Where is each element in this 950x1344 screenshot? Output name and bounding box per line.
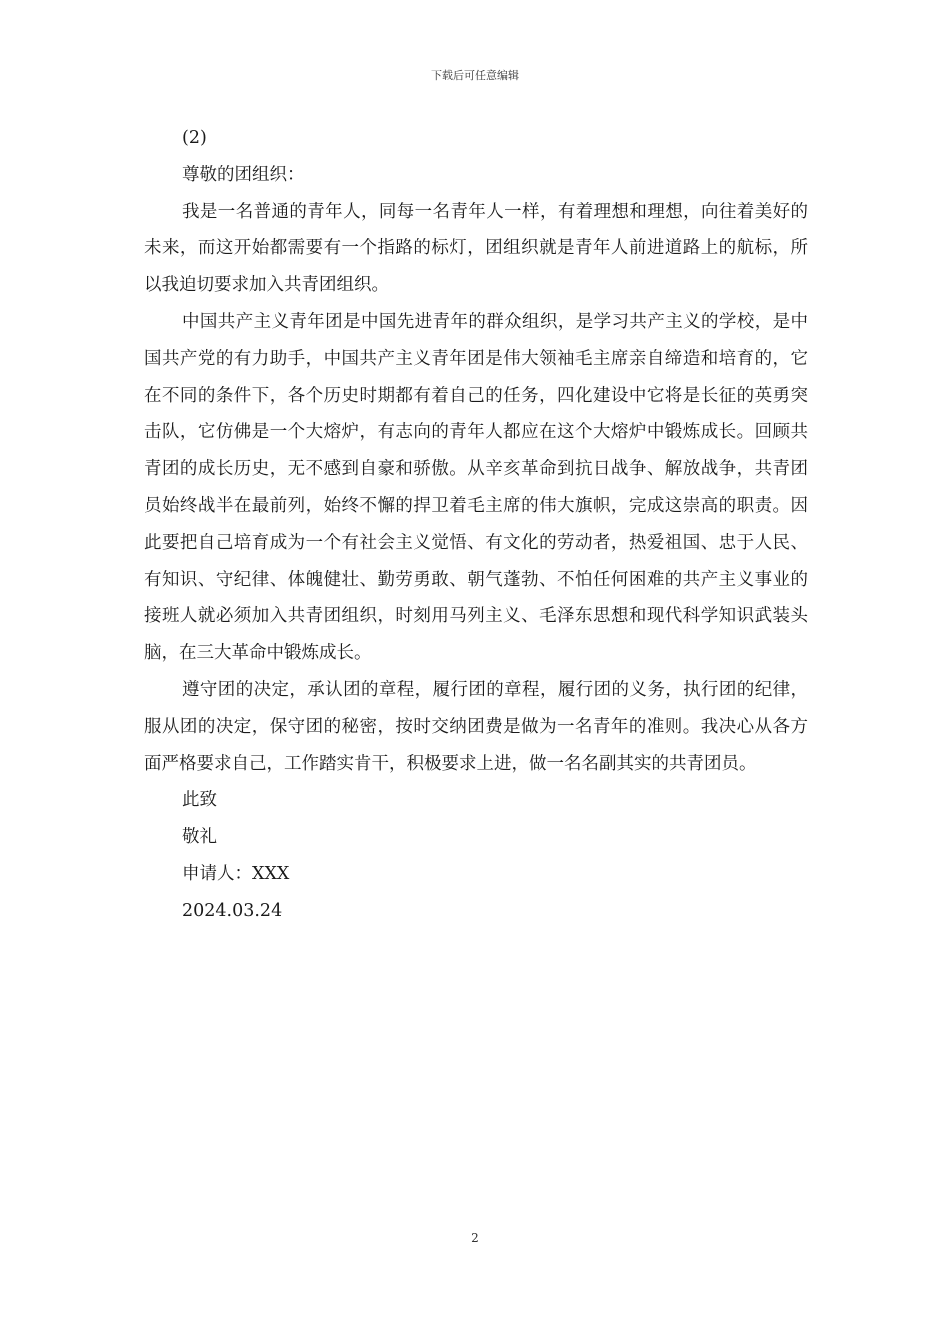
section-number: (2) bbox=[182, 128, 207, 148]
document-body bbox=[144, 120, 808, 930]
date-line: 2024.03.24 bbox=[182, 900, 283, 921]
page-header: 下载后可任意编辑 bbox=[431, 69, 519, 82]
applicant-line: 申请人：XXX bbox=[182, 863, 290, 884]
paragraph-intro: 我是一名普通的青年人，同每一名青年人一样，有着理想和理想，向往着美好的未来，而这开始都需要有一个指路的标灯，团组织就是青年人前进道路上的航标，所以我迫切要求加入共青团组织。 bbox=[144, 201, 808, 296]
page-number: 2 bbox=[471, 1231, 479, 1245]
paragraph-commitment: 遵守团的决定，承认团的章程，履行团的章程，履行团的义务，执行团的纪律，服从团的决定，保守团的秘密，按时交纳团费是做为一名青年的准则。我决心从各方面严格要求自己，工作踏实肯干，积极要求上进，做一名名副其实的共青团员。 bbox=[144, 679, 808, 774]
salutation: 尊敬的团组织： bbox=[182, 164, 305, 185]
paragraph-league-history: 中国共产主义青年团是中国先进青年的群众组织，是学习共产主义的学校，是中国共产党的有力助手，中国共产主义青年团是伟大领袖毛主席亲自缔造和培育的，它在不同的条件下，各个历史时期都有着自己的任务，四化建设中它将是长征的英勇突击队，它仿佛是一个大熔炉，有志向的青年人都应在这个大熔炉中锻炼成长。回顾共青团的成长历史，无不感到自豪和骄傲。从辛亥革命到抗日战争、解放战争，共青团员始终战半在最前列，始终不懈的捍卫着毛主席的伟大旗帜，完成这崇高的职责。因此要把自己培育成为一个有社会主义觉悟、有文化的劳动者，热爱祖国、忠于人民、有知识、守纪律、体魄健壮、勤劳勇敢、朝气蓬勃、不怕任何困难的共产主义事业的接班人就必须加入共青团组织，时刻用马列主义、毛泽东思想和现代科学知识武装头脑，在三大革命中锻炼成长。 bbox=[144, 311, 808, 664]
closing-line: 此致 bbox=[182, 790, 217, 811]
regards-line: 敬礼 bbox=[182, 827, 217, 848]
